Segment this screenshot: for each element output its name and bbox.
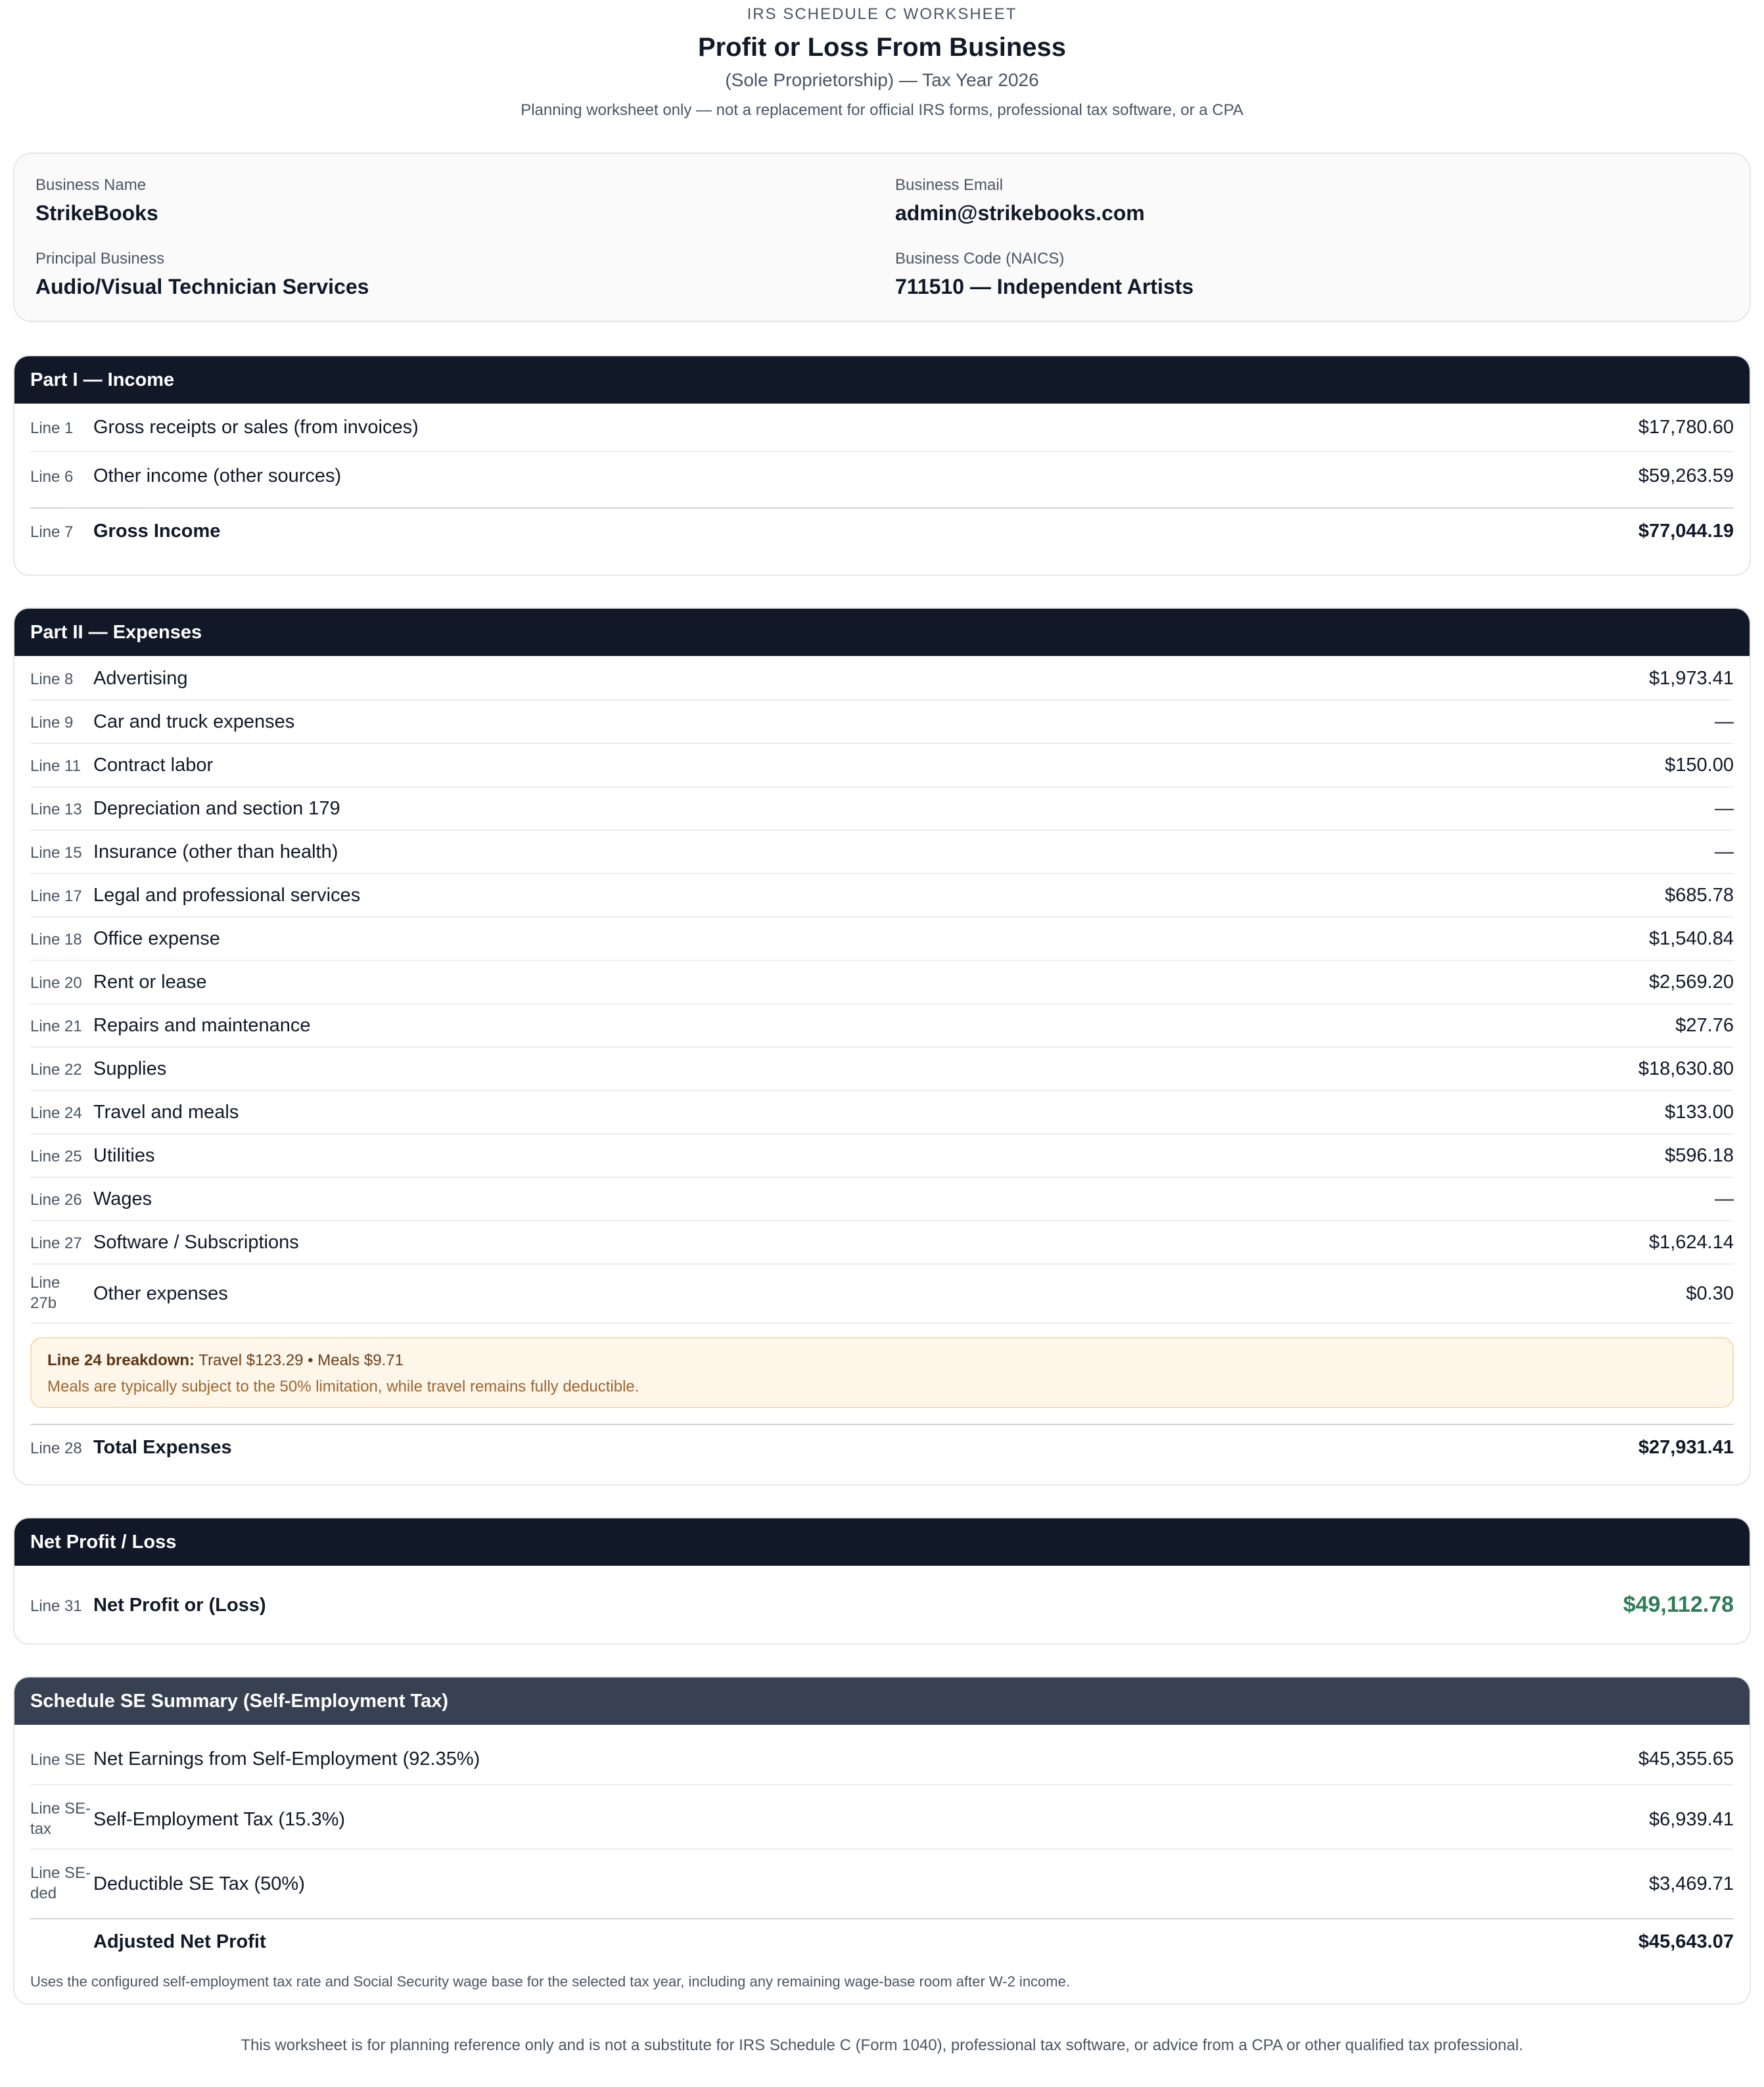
table-row	[30, 404, 1734, 452]
table-row	[30, 831, 1734, 874]
page-footer-disclaimer: This worksheet is for planning reference only and is not a substitute for IRS Schedule C (Form 1040), professional tax software, or advice from a CPA or other qualified tax professional.	[241, 2036, 1523, 2054]
line-number: Line 21	[30, 1018, 82, 1035]
total-expenses-row	[30, 1424, 1734, 1470]
principal-business-field	[35, 250, 369, 299]
line-number: Line 11	[30, 757, 81, 775]
line-amount: $45,643.07	[1638, 1931, 1734, 1952]
breakdown-label: Line 24 breakdown:	[47, 1351, 195, 1369]
line-amount: $17,780.60	[1638, 417, 1734, 438]
line-number: Line 18	[30, 931, 82, 949]
breakdown-detail: Travel $123.29 • Meals $9.71	[198, 1351, 404, 1369]
table-row	[30, 744, 1734, 787]
schedule-se-card	[13, 1676, 1751, 2005]
line-amount: $3,469.71	[1648, 1873, 1734, 1894]
table-row	[30, 1265, 1734, 1324]
table-row	[30, 1785, 1734, 1850]
line-description: Utilities	[93, 1145, 155, 1166]
line-number: Line 20	[30, 974, 82, 992]
line-description: Software / Subscriptions	[93, 1232, 299, 1253]
line-amount: $45,355.65	[1638, 1748, 1734, 1770]
line-amount: $0.30	[1686, 1283, 1734, 1304]
business-name-field	[35, 176, 158, 225]
line-amount: $6,939.41	[1648, 1809, 1734, 1830]
business-email-label: Business Email	[895, 176, 1004, 194]
line-description: Rent or lease	[93, 972, 207, 993]
table-row	[30, 1135, 1734, 1178]
line-description: Legal and professional services	[93, 885, 361, 906]
line-number: Line 7	[30, 523, 74, 541]
line-amount: $27.76	[1675, 1015, 1734, 1036]
line-number: Line 27	[30, 1234, 82, 1252]
adjusted-net-profit-row	[30, 1918, 1734, 1965]
business-email-field	[895, 176, 1145, 225]
business-code-label: Business Code (NAICS)	[895, 250, 1065, 268]
line-number: Line 26	[30, 1191, 82, 1209]
table-row	[30, 454, 1734, 502]
line-number: Line 28	[30, 1440, 82, 1457]
line-number: Line SE-ded	[30, 1864, 91, 1902]
line-amount: $133.00	[1665, 1102, 1734, 1123]
net-profit-amount: $49,112.78	[1623, 1592, 1734, 1617]
line-description: Insurance (other than health)	[93, 841, 338, 862]
line-amount: $59,263.59	[1638, 465, 1734, 486]
line-number: Line 22	[30, 1061, 82, 1079]
line-description: Supplies	[93, 1058, 167, 1079]
line-number: Line 27b	[30, 1274, 60, 1312]
table-row	[30, 1221, 1734, 1265]
line-number: Line 24	[30, 1104, 82, 1122]
business-name-value: StrikeBooks	[35, 201, 158, 225]
line24-breakdown-note	[30, 1337, 1734, 1408]
line-number: Line 17	[30, 887, 82, 905]
line-amount: $27,931.41	[1638, 1437, 1734, 1458]
line-number: Line 25	[30, 1148, 82, 1165]
line-number: Line 9	[30, 714, 74, 732]
line-number: Line 1	[30, 419, 74, 437]
line-amount: $1,973.41	[1648, 668, 1734, 689]
table-row	[30, 1048, 1734, 1091]
schedule-se-title: Schedule SE Summary (Self-Employment Tax)	[14, 1677, 1750, 1725]
top-disclaimer: Planning worksheet only — not a replacement for official IRS forms, professional tax software, or a CPA	[521, 101, 1243, 119]
line-number: Line SE-tax	[30, 1800, 91, 1838]
line-description: Other income (other sources)	[93, 465, 342, 486]
line-description: Office expense	[93, 928, 220, 949]
line-amount: —	[1715, 711, 1734, 732]
business-code-field	[895, 250, 1194, 299]
table-row	[30, 1178, 1734, 1221]
line-description: Adjusted Net Profit	[93, 1931, 266, 1952]
line-description: Deductible SE Tax (50%)	[93, 1873, 305, 1894]
part1-title: Part I — Income	[14, 356, 1750, 404]
line-description: Gross Income	[93, 521, 221, 542]
principal-business-label: Principal Business	[35, 250, 165, 268]
table-row	[30, 787, 1734, 831]
page-subtitle: (Sole Proprietorship) — Tax Year 2026	[725, 70, 1039, 90]
se-footnote: Uses the configured self-employment tax rate and Social Security wage base for the selected tax year, including any remaining wage-base room after W-2 income.	[30, 1973, 1070, 1990]
line-amount: $1,540.84	[1648, 928, 1734, 949]
table-row	[30, 1725, 1734, 1785]
line-description: Net Earnings from Self-Employment (92.35%)	[93, 1748, 480, 1770]
line-amount: —	[1715, 1188, 1734, 1209]
part2-expenses-card	[13, 607, 1751, 1486]
line-number: Line 31	[30, 1597, 82, 1615]
table-row	[30, 1850, 1734, 1914]
line-number: Line 15	[30, 844, 82, 862]
worksheet-eyebrow: IRS SCHEDULE C WORKSHEET	[747, 5, 1017, 23]
business-code-value: 711510 — Independent Artists	[895, 275, 1194, 298]
line-amount: $1,624.14	[1648, 1232, 1734, 1253]
line-amount: —	[1715, 841, 1734, 862]
line-description: Depreciation and section 179	[93, 798, 340, 819]
page-title: Profit or Loss From Business	[697, 33, 1067, 62]
line-number: Line 8	[30, 670, 74, 688]
table-row	[30, 701, 1734, 744]
line-amount: $596.18	[1665, 1145, 1734, 1166]
line-description: Repairs and maintenance	[93, 1015, 311, 1036]
line-description: Gross receipts or sales (from invoices)	[93, 417, 419, 438]
line-description: Advertising	[93, 668, 188, 689]
line-description: Total Expenses	[93, 1437, 232, 1458]
line-description: Wages	[93, 1188, 152, 1209]
part1-income-card	[13, 355, 1751, 576]
line-number: Line SE	[30, 1751, 86, 1769]
line-description: Contract labor	[93, 755, 214, 776]
line-amount: $18,630.80	[1638, 1058, 1734, 1079]
business-info-card	[13, 152, 1751, 322]
line-amount: $77,044.19	[1638, 521, 1734, 542]
line-number: Line 6	[30, 468, 74, 486]
principal-business-value: Audio/Visual Technician Services	[35, 275, 369, 298]
line-description: Net Profit or (Loss)	[93, 1595, 266, 1616]
table-row	[30, 1091, 1734, 1135]
business-email-value: admin@strikebooks.com	[895, 201, 1145, 225]
net-profit-title: Net Profit / Loss	[14, 1518, 1750, 1566]
line-description: Travel and meals	[93, 1102, 239, 1123]
line-amount: $685.78	[1665, 885, 1734, 906]
gross-income-total-row	[30, 507, 1734, 556]
line-number: Line 13	[30, 801, 82, 818]
line-description: Car and truck expenses	[93, 711, 295, 732]
table-row	[30, 874, 1734, 918]
part2-title: Part II — Expenses	[14, 609, 1750, 656]
table-row	[30, 1004, 1734, 1048]
table-row	[30, 918, 1734, 961]
line-amount: $2,569.20	[1648, 972, 1734, 993]
line-amount: $150.00	[1665, 755, 1734, 776]
breakdown-text: Meals are typically subject to the 50% limitation, while travel remains fully deductible.	[47, 1378, 639, 1395]
line-description: Other expenses	[93, 1283, 228, 1304]
table-row	[30, 657, 1734, 701]
business-name-label: Business Name	[35, 176, 147, 194]
net-profit-card	[13, 1517, 1751, 1645]
net-profit-row	[30, 1566, 1734, 1645]
line-description: Self-Employment Tax (15.3%)	[93, 1809, 346, 1830]
table-row	[30, 961, 1734, 1004]
line-amount: —	[1715, 798, 1734, 819]
